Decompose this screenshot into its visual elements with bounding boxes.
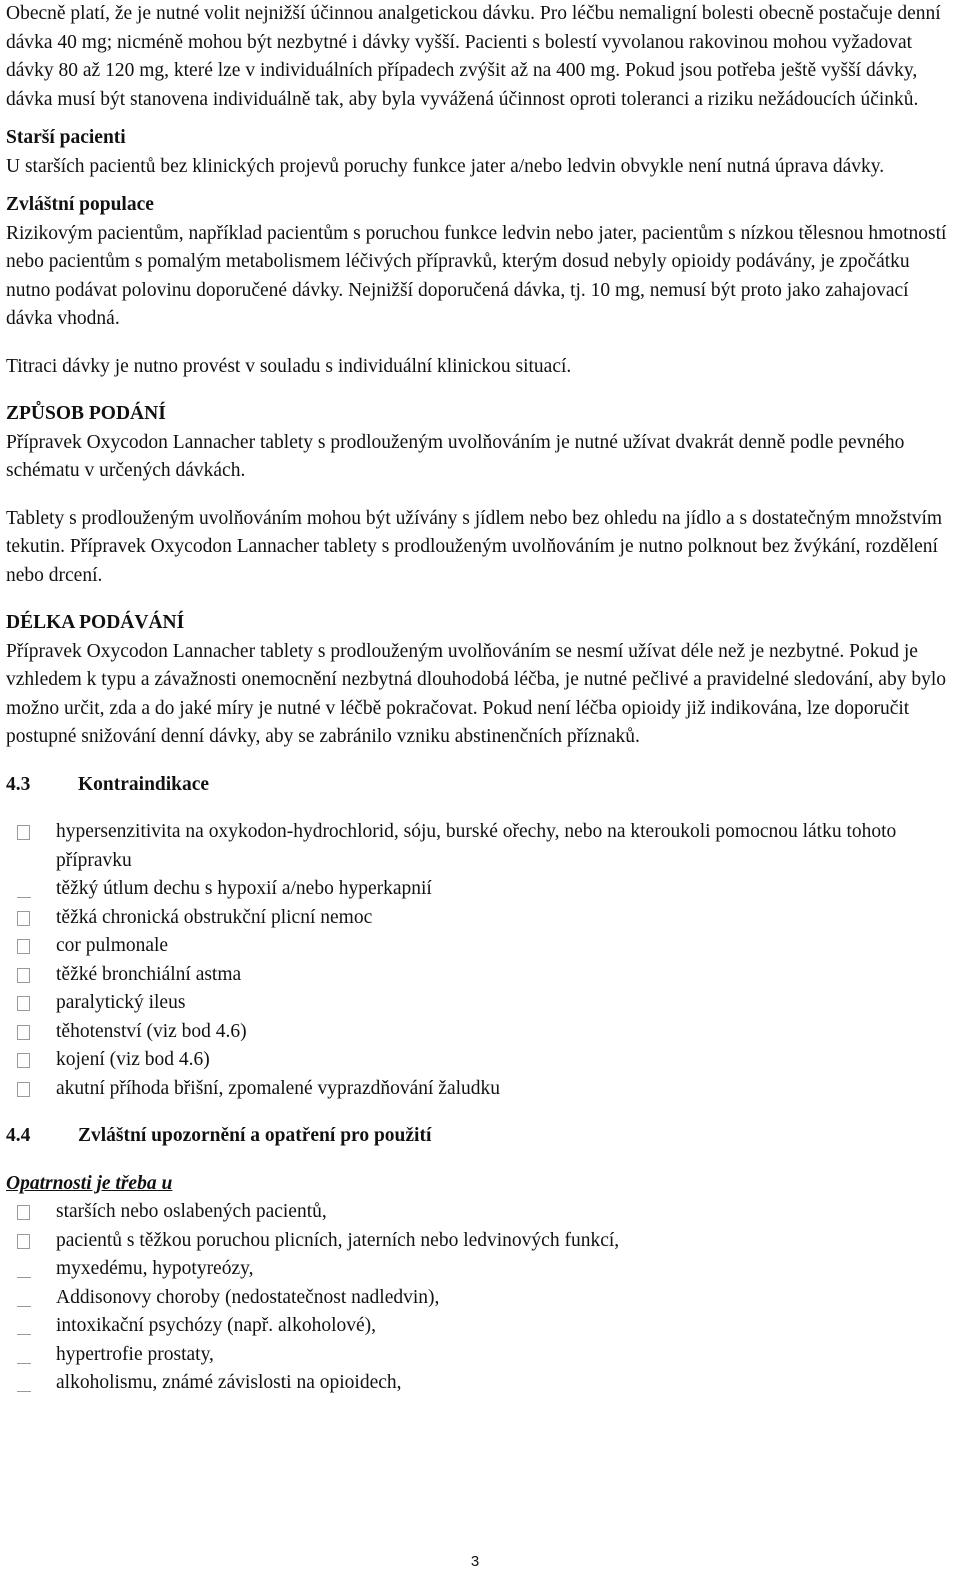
contraindications-heading <box>6 771 956 800</box>
bullet-box-icon <box>17 1234 30 1249</box>
warnings-heading <box>6 1122 956 1151</box>
special-population-text: Rizikovým pacientům, například pacientům s poruchou funkce ledvin nebo jater, pacientům s nízkou tělesnou hmotností nebo pacientům s pomalým metabolismem léčivých přípravků, kterým dosud nebyly opioidy podávány, je zpočátku nutno podávat polovinu doporučené dávky. Nejnižší doporučená dávka, tj. 10 mg, nemusí být proto jako zahajovací dávka vhodná. <box>6 222 947 329</box>
section-number: 4.3 <box>6 773 31 795</box>
administration-paragraph-1: Přípravek Oxycodon Lannacher tablety s prodlouženým uvolňováním je nutné užívat dvakrát denně podle pevného schématu v určených dávkách. <box>6 431 905 481</box>
bullet-box-icon <box>17 1025 30 1040</box>
list-item: pacientů s těžkou poruchou plicních, jaterních nebo ledvinových funkcí, <box>6 1227 956 1256</box>
bullet-box-icon <box>17 825 30 840</box>
list-item: hypertrofie prostaty, <box>6 1341 956 1370</box>
bullet-box-icon <box>17 996 30 1011</box>
bullet-dash-icon <box>17 1363 31 1364</box>
caution-list <box>6 1198 956 1398</box>
list-item: paralytický ileus <box>6 989 956 1018</box>
page-number: 3 <box>470 1553 480 1570</box>
bullet-box-icon <box>17 939 30 954</box>
list-item: těžká chronická obstrukční plicní nemoc <box>6 904 956 933</box>
bullet-dash-icon <box>17 897 31 898</box>
caution-heading: Opatrnosti je třeba u <box>6 1172 173 1194</box>
list-item: těhotenství (viz bod 4.6) <box>6 1018 956 1047</box>
list-item: těžký útlum dechu s hypoxií a/nebo hyperkapnií <box>6 875 956 904</box>
elderly-heading: Starší pacienti <box>6 127 126 148</box>
section-title: Kontraindikace <box>78 773 210 795</box>
bullet-dash-icon <box>17 1391 31 1392</box>
bullet-dash-icon <box>17 1334 31 1335</box>
administration-paragraph-2: Tablety s prodlouženým uvolňováním mohou být užívány s jídlem nebo bez ohledu na jídlo a s dostatečným množstvím tekutin. Přípravek Oxycodon Lannacher tablety s prodlouženým uvolňováním je nutno polknout bez žvýkání, rozdělení nebo drcení. <box>6 507 943 586</box>
list-item: intoxikační psychózy (např. alkoholové), <box>6 1312 956 1341</box>
bullet-box-icon <box>17 911 30 926</box>
elderly-text: U starších pacientů bez klinických projevů poruchy funkce jater a/nebo ledvin obvykle není nutná úprava dávky. <box>6 155 885 177</box>
list-item: hypersenzitivita na oxykodon-hydrochlorid, sóju, burské ořechy, nebo na kteroukoli pomocnou látku tohoto přípravku <box>6 818 956 875</box>
bullet-box-icon <box>17 1205 30 1220</box>
duration-text: Přípravek Oxycodon Lannacher tablety s prodlouženým uvolňováním se nesmí užívat déle než je nezbytné. Pokud je vzhledem k typu a závažnosti onemocnění nezbytná dlouhodobá léčba, je nutné pečlivé a pravidelné sledování, aby bylo možno určit, zda a do jaké míry je nutné v léčbě pokračovat. Pokud není léčba opioidy již indikována, lze doporučit postupné snižování denní dávky, aby se zabránilo vzniku abstinenčních příznaků. <box>6 640 947 747</box>
bullet-box-icon <box>17 1053 30 1068</box>
list-item: cor pulmonale <box>6 932 956 961</box>
section-number: 4.4 <box>6 1125 31 1146</box>
list-item: akutní příhoda břišní, zpomalené vyprazdňování žaludku <box>6 1075 956 1104</box>
list-item: myxedému, hypotyreózy, <box>6 1255 956 1284</box>
list-item: alkoholismu, známé závislosti na opioidech, <box>6 1369 956 1398</box>
administration-heading: ZPŮSOB PODÁNÍ <box>6 403 166 424</box>
bullet-dash-icon <box>17 1277 31 1278</box>
list-item: starších nebo oslabených pacientů, <box>6 1198 956 1227</box>
bullet-dash-icon <box>17 1306 31 1307</box>
bullet-box-icon <box>17 968 30 983</box>
intro-paragraph: Obecně platí, že je nutné volit nejnižší účinnou analgetickou dávku. Pro léčbu nemaligní bolesti obecně postačuje denní dávka 40 mg; nicméně mohou být nezbytné i dávky vyšší. Pacienti s bolestí vyvolanou rakovinou mohou vyžadovat dávky 80 až 120 mg, které lze v individuálních případech zvýšit až na 400 mg. Pokud jsou potřeba ještě vyšší dávky, dávka musí být stanovena individuálně tak, aby byla vyvážená účinnost oproti toleranci a riziku nežádoucích účinků. <box>6 3 941 110</box>
list-item: Addisonovy choroby (nedostatečnost nadledvin), <box>6 1284 956 1313</box>
titration-text: Titraci dávky je nutno provést v souladu s individuální klinickou situací. <box>6 355 572 377</box>
document-page <box>6 0 956 1398</box>
contraindications-list <box>6 818 956 1103</box>
bullet-box-icon <box>17 1082 30 1097</box>
list-item: kojení (viz bod 4.6) <box>6 1046 956 1075</box>
list-item: těžké bronchiální astma <box>6 961 956 990</box>
duration-heading: DÉLKA PODÁVÁNÍ <box>6 612 185 633</box>
section-title: Zvláštní upozornění a opatření pro použití <box>78 1125 432 1146</box>
special-population-heading: Zvláštní populace <box>6 194 154 215</box>
